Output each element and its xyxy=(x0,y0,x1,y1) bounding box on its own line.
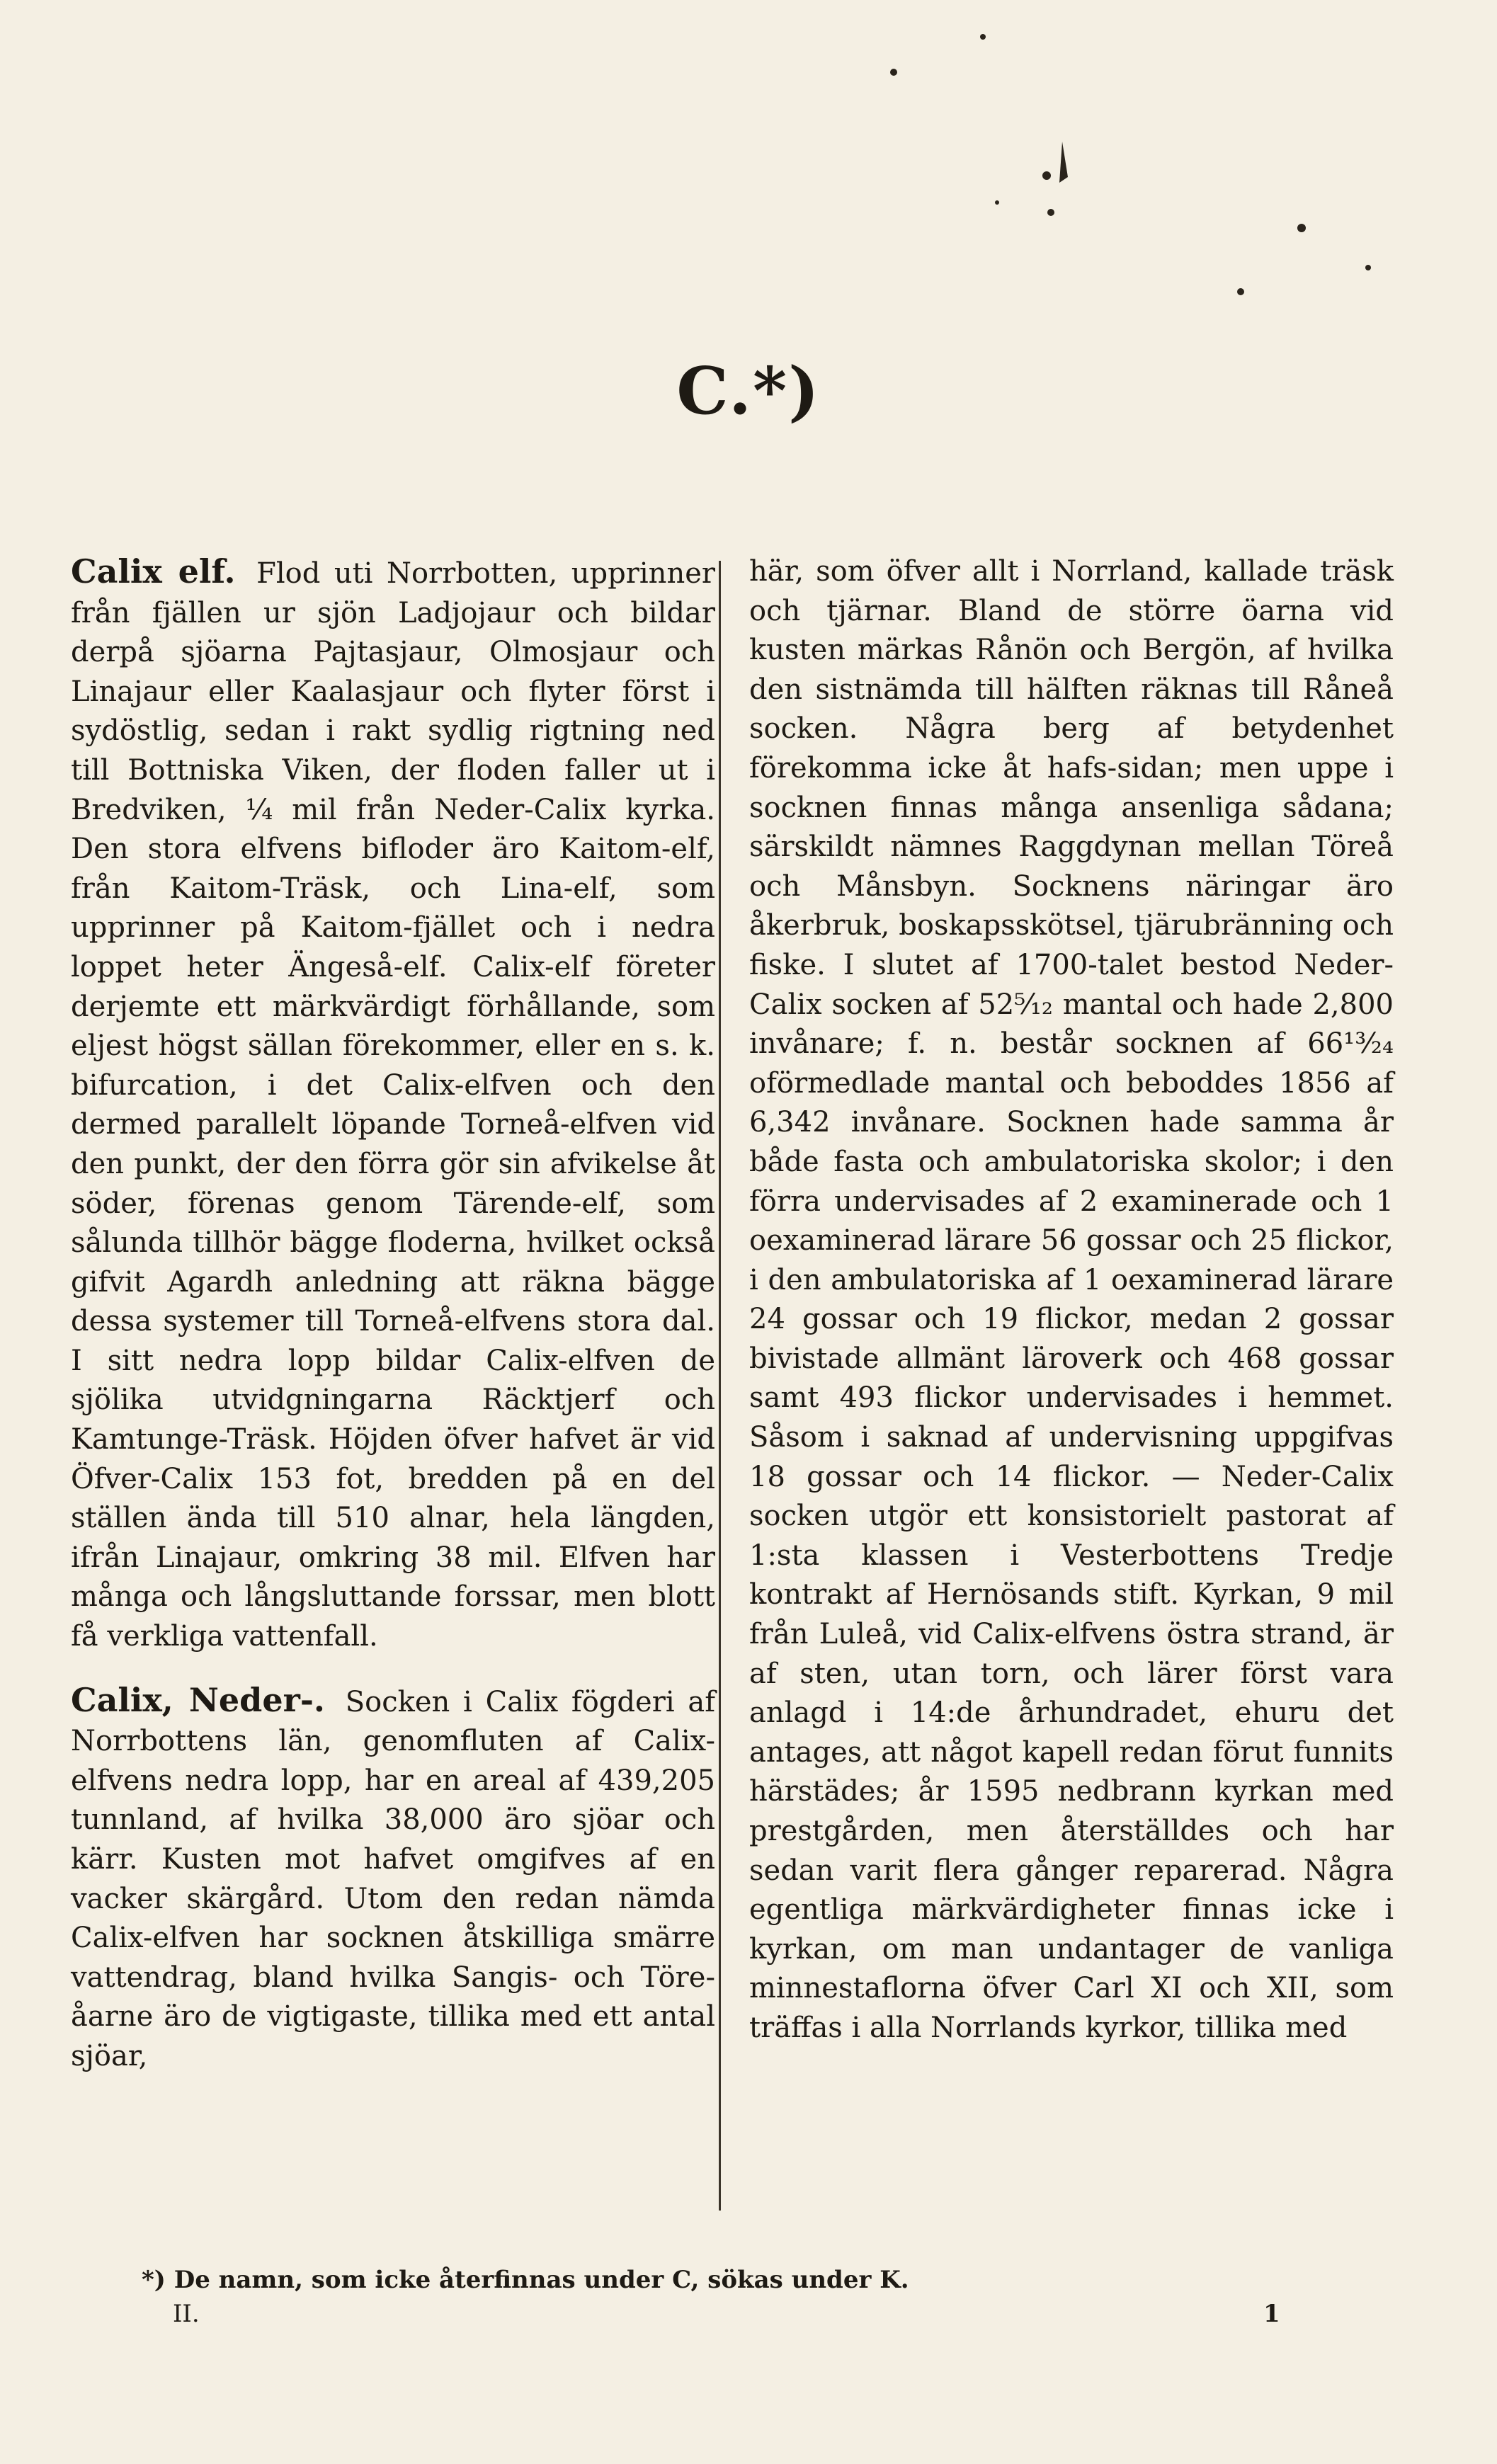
left-column xyxy=(71,552,715,2101)
article-calix-neder xyxy=(71,1681,715,2077)
ink-speck xyxy=(1047,209,1054,216)
article-calix-elf xyxy=(71,552,715,1657)
ink-speck xyxy=(1365,265,1371,270)
article-body: Socken i Calix fögderi af Norrbottens län, genomfluten af Calix-elfvens nedra lopp, har en areal af 439,205 tunnland, af hvilka 38,000 äro sjöar och kärr. Kusten mot hafvet omgifves af en vacker skärgård. Utom den redan nämda Calix-elfven har socknen åtskilliga smärre vattendrag, bland hvilka Sangis- och Töre-åarne äro de vigtigaste, tillika med ett antal sjöar, xyxy=(71,1685,716,2072)
page-number: 1 xyxy=(1263,2300,1280,2328)
ink-speck xyxy=(980,34,986,40)
article-body: här, som öfver allt i Norrland, kallade träsk och tjärnar. Bland de större öarna vid kusten märkas Rånön och Bergön, af hvilka den sistnämda till hälften räknas till Råneå socken. Några berg af betydenhet förekomma icke åt hafs-sidan; men uppe i socknen finnas många ansenliga sådana; särskildt nämnes Raggdynan mellan Töreå och Månsbyn. Socknens näringar äro åkerbruk, boskapsskötsel, tjärubränning och fiske. I slutet af 1700-talet bestod Neder-Calix socken af 52⁵⁄₁₂ mantal och hade 2,800 invånare; f. n. består socknen af 66¹³⁄₂₄ oförmedlade mantal och beboddes 1856 af 6,342 invånare. Socknen hade samma år både fasta och ambulatoriska skolor; i den förra undervisades af 2 examinerade och 1 oexaminerad lärare 56 gossar och 25 flickor, i den ambulatoriska af 1 oexaminerad lärare 24 gossar och 19 flickor, medan 2 gossar bivistade allmänt läroverk och 468 gossar samt 493 flickor undervisades i hemmet. Såsom i saknad af undervisning uppgifvas 18 gossar och 14 flickor. — Neder-Calix socken utgör ett konsistorielt pastorat af 1:sta klassen i Vesterbottens Tredje kontrakt af Hernösands stift. Kyrkan, 9 mil från Luleå, vid Calix-elfvens östra strand, är af sten, utan torn, och lärer först vara anlagd i 14:de århundradet, ehuru det antages, att något kapell redan förut funnits härstädes; år 1595 nedbrann kyrkan med prestgården, men återställdes och har sedan varit flera gånger reparerad. Några egentliga märkvärdigheter finnas icke i kyrkan, om man undantager de vanliga minnestaflorna öfver Carl XI och XII, som träffas i alla Norrlands kyrkor, tillika med xyxy=(749,555,1394,2044)
ink-speck xyxy=(1297,224,1306,232)
ink-speck xyxy=(1042,171,1051,180)
article-headword: Calix, Neder-. xyxy=(71,1680,325,1719)
right-column xyxy=(749,552,1394,2072)
column-divider xyxy=(719,561,721,2211)
ink-speck xyxy=(1237,288,1244,295)
ink-smudge xyxy=(1059,142,1068,183)
signature-mark: II. xyxy=(173,2300,200,2328)
article-headword: Calix elf. xyxy=(71,552,236,591)
footnote: *) De namn, som icke återfinnas under C, sökas under K. xyxy=(142,2266,909,2294)
ink-speck xyxy=(890,69,897,76)
article-body: Flod uti Norrbotten, upprinner från fjällen ur sjön Ladjojaur och bildar derpå sjöarna Pajtasjaur, Olmosjaur och Linajaur eller Kaalasjaur och flyter först i sydöstlig, sedan i rakt sydlig rigtning ned till Bottniska Viken, der floden faller ut i Bredviken, ¼ mil från Neder-Calix kyrka. Den stora elfvens bifloder äro Kaitom-elf, från Kaitom-Träsk, och Lina-elf, som upprinner på Kaitom-fjället och i nedra loppet heter Ängeså-elf. Calix-elf företer derjemte ett märkvärdigt förhållande, som eljest högst sällan förekommer, eller en s. k. bifurcation, i det Calix-elfven och den dermed parallelt löpande Torneå-elfven vid den punkt, der den förra gör sin afvikelse åt söder, förenas genom Tärende-elf, som sålunda tillhör bägge floderna, hvilket också gifvit Agardh anledning att räkna bägge dessa systemer till Torneå-elfvens stora dal. I sitt nedra lopp bildar Calix-elfven de sjölika utvidgningarna Räcktjerf och Kamtunge-Träsk. Höjden öfver hafvet är vid Öfver-Calix 153 fot, bredden på en del ställen ända till 510 alnar, hela längden, ifrån Linajaur, omkring 38 mil. Elfven har många och långsluttande forssar, men blott få verkliga vattenfall. xyxy=(71,557,716,1653)
ink-speck xyxy=(995,200,999,205)
page-title: C.*) xyxy=(676,353,821,429)
article-continuation xyxy=(749,552,1394,2048)
